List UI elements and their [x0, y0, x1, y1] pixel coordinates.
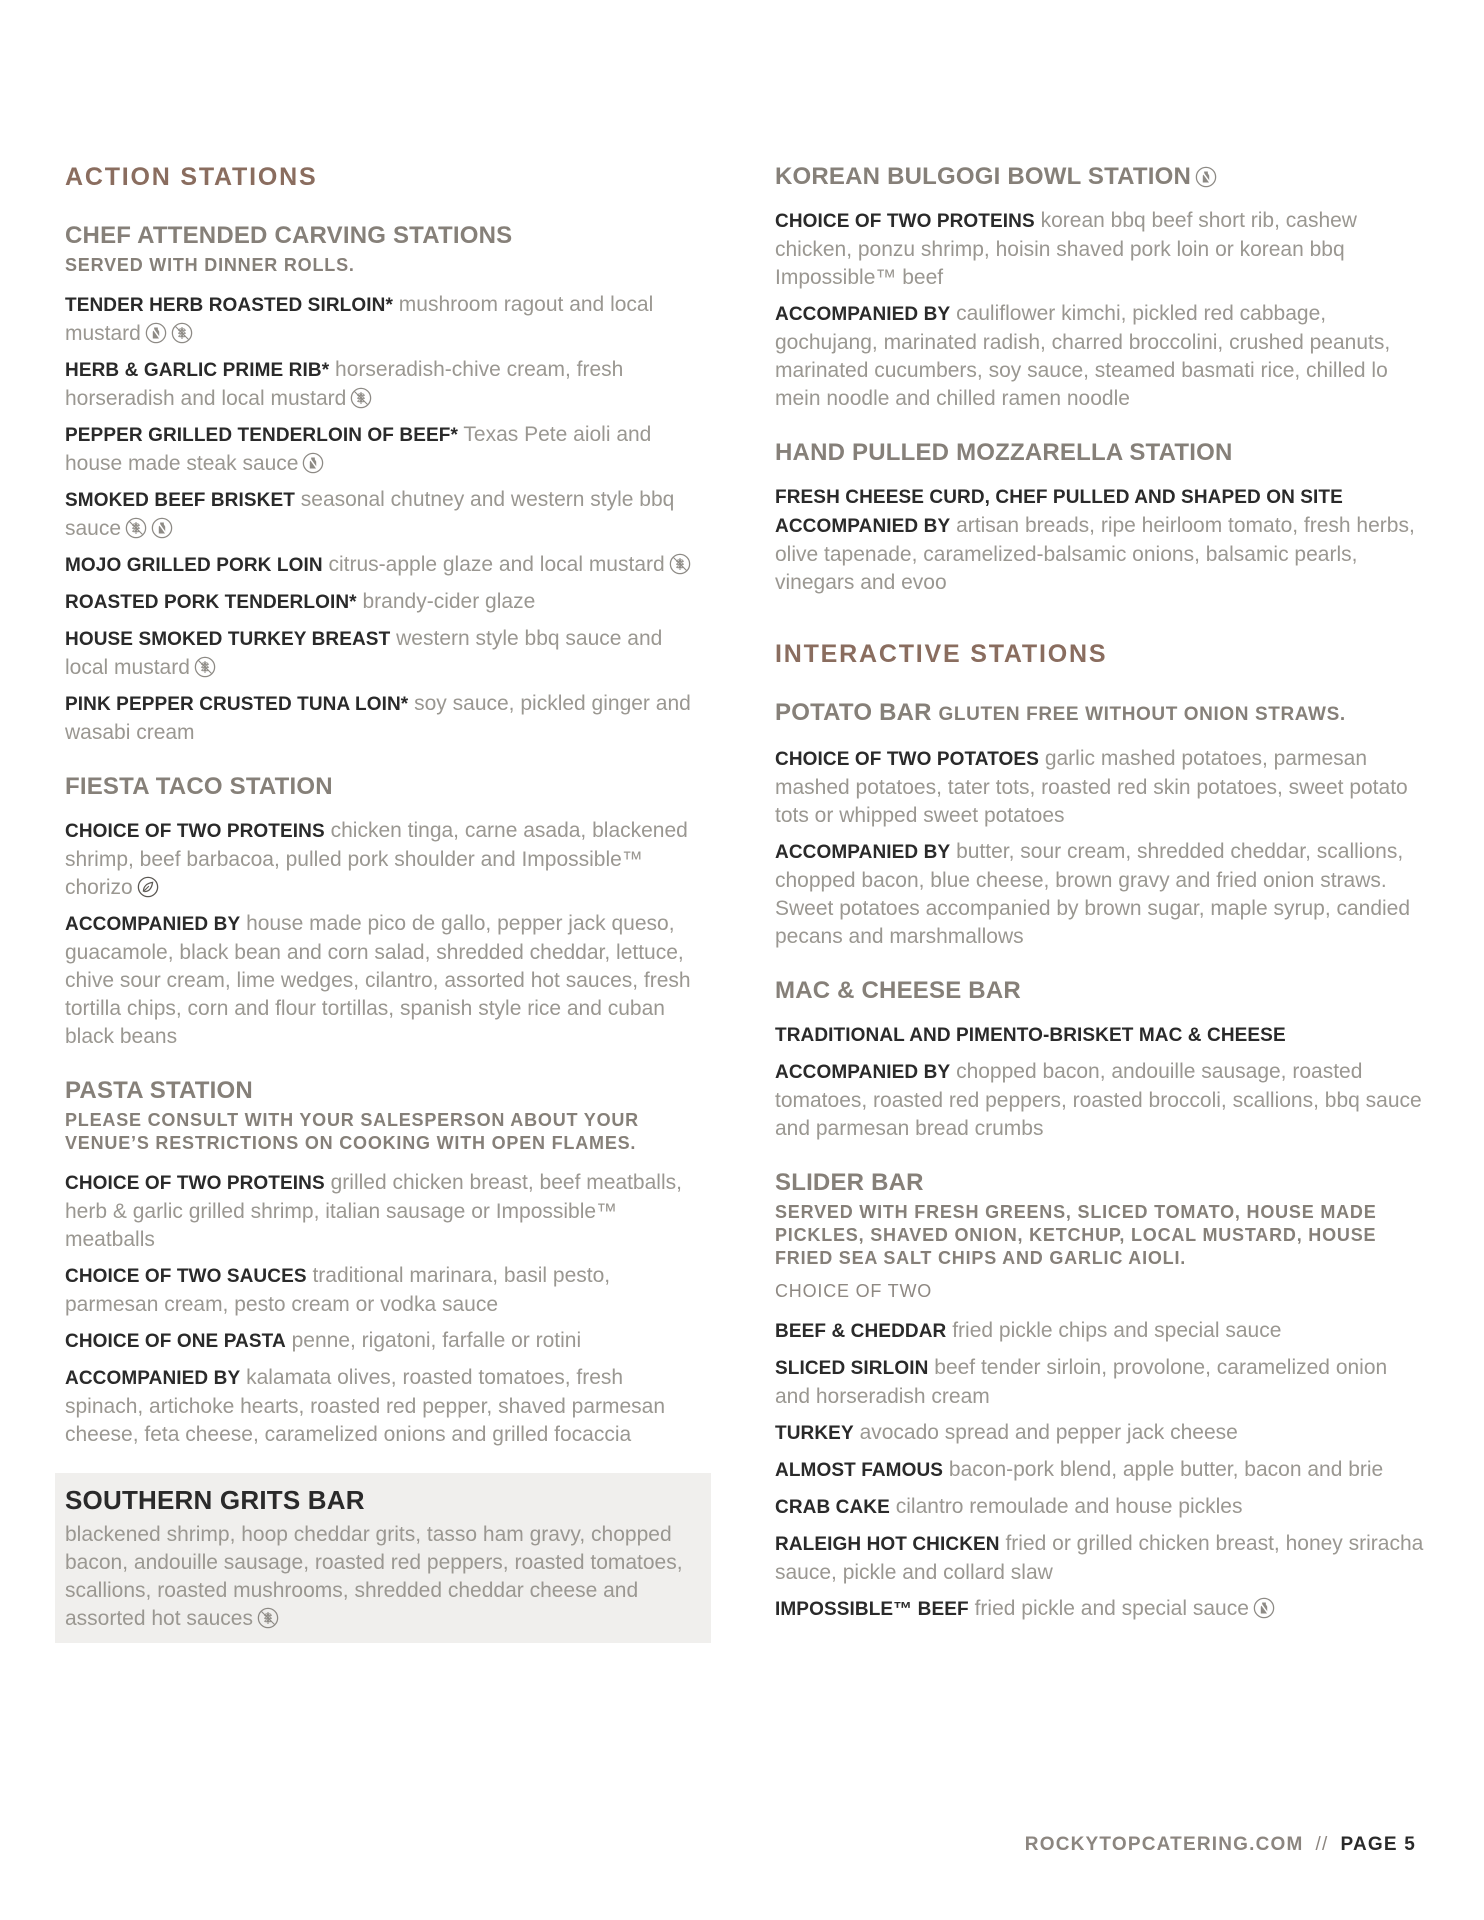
- pasta-station-title: PASTA STATION: [65, 1077, 253, 1104]
- menu-item-name: MOJO GRILLED PORK LOIN: [65, 555, 323, 576]
- grits-bar-icons: [253, 1607, 279, 1630]
- gluten-free-icon: [194, 656, 216, 678]
- menu-item-name: CHOICE OF TWO POTATOES: [775, 749, 1039, 770]
- menu-item: [775, 1317, 1425, 1346]
- potato-bar-title-text: POTATO BAR: [775, 699, 932, 726]
- menu-item-name: TURKEY: [775, 1423, 854, 1444]
- menu-item: [65, 1169, 705, 1254]
- dairy-free-icon: [151, 517, 173, 539]
- menu-item-description: soy sauce, pickled ginger and wasabi cream: [65, 692, 691, 744]
- taco-station: [65, 771, 705, 1051]
- menu-item: [65, 910, 705, 1051]
- menu-item: [65, 1364, 705, 1449]
- dairy-free-icon: [1253, 1597, 1275, 1619]
- menu-item: [65, 817, 705, 902]
- menu-item: [65, 421, 705, 478]
- menu-item: [65, 1327, 705, 1356]
- menu-item-name: PEPPER GRILLED TENDERLOIN OF BEEF*: [65, 425, 458, 446]
- menu-item-description: Texas Pete aioli and house made steak sauce: [65, 423, 652, 475]
- gluten-free-icon: [669, 553, 691, 575]
- menu-item: [775, 1419, 1425, 1448]
- menu-item-name: CHOICE OF TWO SAUCES: [65, 1266, 307, 1287]
- menu-item-name: HERB & GARLIC PRIME RIB*: [65, 360, 330, 381]
- bulgogi-title-icons: [1191, 163, 1217, 190]
- bulgogi-station-title: [775, 161, 1425, 193]
- menu-item: [775, 1493, 1425, 1522]
- menu-item: [65, 625, 705, 682]
- grits-bar-title: SOUTHERN GRITS BAR: [65, 1485, 365, 1515]
- menu-item-description: korean bbq beef short rib, cashew chicken, ponzu shrimp, hoisin shaved pork loin or korean bbq Impossible™ beef: [775, 209, 1357, 289]
- pasta-station: [65, 1075, 705, 1449]
- mozzarella-station: [775, 437, 1425, 597]
- menu-item-name: RALEIGH HOT CHICKEN: [775, 1534, 1000, 1555]
- menu-item-name: ROASTED PORK TENDERLOIN*: [65, 592, 357, 613]
- footer-website: ROCKYTOPCATERING.COM: [1024, 1834, 1304, 1855]
- slider-items: [775, 1317, 1425, 1624]
- potato-items: [775, 745, 1425, 951]
- menu-item-description: brandy-cider glaze: [362, 590, 536, 613]
- menu-item-description: mushroom ragout and local mustard: [65, 293, 654, 345]
- menu-item-name: ACCOMPANIED BY: [65, 914, 241, 935]
- dairy-free-icon: [1195, 166, 1217, 188]
- mac-lead: [775, 1021, 1425, 1050]
- mac-cheese-bar-title: MAC & CHEESE BAR: [775, 977, 1021, 1004]
- mac-items: [775, 1058, 1425, 1143]
- menu-item-name: HOUSE SMOKED TURKEY BREAST: [65, 629, 391, 650]
- menu-item-icons: [298, 452, 324, 475]
- gluten-free-icon: [350, 387, 372, 409]
- mac-body: [775, 1021, 1425, 1143]
- menu-item: [775, 1058, 1425, 1143]
- menu-item: [65, 690, 705, 747]
- carving-items: [65, 291, 705, 747]
- bulgogi-title-text: KOREAN BULGOGI BOWL STATION: [775, 163, 1192, 190]
- menu-item: [65, 356, 705, 413]
- menu-item-description: kalamata olives, roasted tomatoes, fresh spinach, artichoke hearts, roasted red pepper, shaved parmesan cheese, feta cheese, caramelized onions and grilled focaccia: [65, 1366, 666, 1446]
- slider-bar-choice: CHOICE OF TWO: [775, 1281, 933, 1301]
- menu-item: [775, 1456, 1425, 1485]
- left-column: [65, 160, 705, 1643]
- gluten-free-icon: [257, 1607, 279, 1629]
- menu-item-icons: [133, 876, 159, 899]
- menu-item: [65, 551, 705, 580]
- grits-bar-description: [65, 1521, 701, 1633]
- menu-item-name: CHOICE OF TWO PROTEINS: [65, 821, 325, 842]
- menu-item: [775, 745, 1425, 830]
- mozzarella-items: [775, 512, 1425, 597]
- mozzarella-station-title: HAND PULLED MOZZARELLA STATION: [775, 439, 1233, 466]
- potato-bar-title-note: GLUTEN FREE WITHOUT ONION STRAWS.: [938, 704, 1346, 725]
- menu-item-description: fried pickle chips and special sauce: [952, 1319, 1282, 1342]
- menu-item: [775, 300, 1425, 413]
- mozzarella-lead-text: FRESH CHEESE CURD, CHEF PULLED AND SHAPED ON SITE: [775, 487, 1343, 508]
- menu-item-description: fried pickle and special sauce: [974, 1597, 1249, 1620]
- menu-item-name: PINK PEPPER CRUSTED TUNA LOIN*: [65, 694, 409, 715]
- vegan-icon: [137, 876, 159, 898]
- menu-item-description: traditional marinara, basil pesto, parmesan cream, pesto cream or vodka sauce: [65, 1264, 611, 1316]
- menu-item-description: beef tender sirloin, provolone, caramelized onion and horseradish cream: [775, 1356, 1388, 1408]
- mac-lead-text: TRADITIONAL AND PIMENTO-BRISKET MAC & CHEESE: [775, 1025, 1286, 1046]
- menu-item-description: house made pico de gallo, pepper jack queso, guacamole, black bean and corn salad, shredded cheddar, lettuce, chive sour cream, lime wedges, cilantro, assorted hot sauces, fresh tortilla chips, corn and flour tortillas, spanish style rice and cuban black beans: [65, 912, 691, 1048]
- menu-item: [775, 512, 1425, 597]
- menu-item-name: CHOICE OF TWO PROTEINS: [65, 1173, 325, 1194]
- potato-bar: [775, 697, 1425, 951]
- menu-item-name: ACCOMPANIED BY: [775, 304, 951, 325]
- menu-item-description: chopped bacon, andouille sausage, roasted tomatoes, roasted red peppers, roasted broccoli, scallions, bbq sauce and parmesan bread crumbs: [775, 1060, 1422, 1140]
- carving-station-title: CHEF ATTENDED CARVING STATIONS: [65, 222, 513, 249]
- bulgogi-items: [775, 207, 1425, 413]
- southern-grits-bar: [55, 1473, 711, 1643]
- section-title-action-stations: ACTION STATIONS: [65, 163, 318, 191]
- menu-item: [775, 1595, 1425, 1624]
- menu-item-name: SMOKED BEEF BRISKET: [65, 490, 295, 511]
- menu-item: [65, 486, 705, 543]
- mac-cheese-bar: [775, 975, 1425, 1143]
- mozzarella-lead: [775, 483, 1425, 512]
- slider-bar-title: SLIDER BAR: [775, 1169, 924, 1196]
- right-column: [775, 161, 1425, 1648]
- footer-page-number: PAGE 5: [1340, 1834, 1416, 1855]
- taco-station-title: FIESTA TACO STATION: [65, 773, 333, 800]
- menu-item-name: TENDER HERB ROASTED SIRLOIN*: [65, 295, 393, 316]
- mozzarella-body: [775, 483, 1425, 597]
- menu-item: [65, 1262, 705, 1319]
- menu-item: [65, 291, 705, 348]
- gluten-free-icon: [171, 322, 193, 344]
- menu-item-description: cilantro remoulade and house pickles: [895, 1495, 1243, 1518]
- menu-item-description: horseradish-chive cream, fresh horseradish and local mustard: [65, 358, 624, 410]
- grits-bar-desc-text: blackened shrimp, hoop cheddar grits, tasso ham gravy, chopped bacon, andouille sausage, roasted red peppers, roasted tomatoes, scallions, roasted mushrooms, shredded cheddar cheese and assorted hot sauces: [65, 1523, 683, 1630]
- menu-item: [775, 1530, 1425, 1587]
- menu-item-description: avocado spread and pepper jack cheese: [859, 1421, 1238, 1444]
- menu-item-description: penne, rigatoni, farfalle or rotini: [291, 1329, 582, 1352]
- menu-item-description: citrus-apple glaze and local mustard: [328, 553, 665, 576]
- menu-item-name: ACCOMPANIED BY: [775, 842, 951, 863]
- menu-item-description: chicken tinga, carne asada, blackened shrimp, beef barbacoa, pulled pork shoulder and Impossible™ chorizo: [65, 819, 688, 899]
- menu-item-icons: [141, 322, 193, 345]
- menu-item-icons: [121, 517, 173, 540]
- menu-item: [775, 838, 1425, 951]
- menu-item-name: IMPOSSIBLE™ BEEF: [775, 1599, 969, 1620]
- section-title-interactive-stations: INTERACTIVE STATIONS: [775, 640, 1108, 668]
- menu-item-description: fried or grilled chicken breast, honey sriracha sauce, pickle and collard slaw: [775, 1532, 1424, 1584]
- menu-item: [775, 1354, 1425, 1411]
- taco-items: [65, 817, 705, 1051]
- menu-item-description: seasonal chutney and western style bbq sauce: [65, 488, 675, 540]
- menu-item-icons: [1249, 1597, 1275, 1620]
- menu-item-name: CHOICE OF TWO PROTEINS: [775, 211, 1035, 232]
- pasta-items: [65, 1169, 705, 1449]
- menu-item-description: western style bbq sauce and local mustard: [65, 627, 663, 679]
- menu-item-icons: [346, 387, 372, 410]
- footer-separator: //: [1315, 1834, 1329, 1855]
- menu-item-name: ACCOMPANIED BY: [775, 1062, 951, 1083]
- menu-item-name: ALMOST FAMOUS: [775, 1460, 944, 1481]
- menu-item-icons: [665, 553, 691, 576]
- menu-item-description: cauliflower kimchi, pickled red cabbage, gochujang, marinated radish, charred broccolini, crushed peanuts, marinated cucumbers, soy sauce, steamed basmati rice, chilled lo mein noodle and chilled ramen noodle: [775, 302, 1391, 410]
- menu-item: [775, 207, 1425, 292]
- carving-station: [65, 220, 705, 747]
- bulgogi-station: [775, 161, 1425, 413]
- menu-item-icons: [190, 656, 216, 679]
- menu-item-description: bacon-pork blend, apple butter, bacon and brie: [948, 1458, 1384, 1481]
- menu-item-name: ACCOMPANIED BY: [65, 1368, 241, 1389]
- menu-item-description: artisan breads, ripe heirloom tomato, fresh herbs, olive tapenade, caramelized-balsamic onions, balsamic pearls, vinegars and evoo: [775, 514, 1415, 594]
- menu-item-description: garlic mashed potatoes, parmesan mashed potatoes, tater tots, roasted red skin potatoes, sweet potato tots or whipped sweet potatoes: [775, 747, 1408, 827]
- menu-item: [65, 588, 705, 617]
- slider-bar-subtitle: SERVED WITH FRESH GREENS, SLICED TOMATO, HOUSE MADE PICKLES, SHAVED ONION, KETCHUP, LOCAL MUSTARD, HOUSE FRIED SEA SALT CHIPS AND GARLIC AIOLI.: [775, 1202, 1377, 1268]
- gluten-free-icon: [125, 517, 147, 539]
- menu-item-name: SLICED SIRLOIN: [775, 1358, 929, 1379]
- menu-item-description: butter, sour cream, shredded cheddar, scallions, chopped bacon, blue cheese, brown gravy and fried onion straws. Sweet potatoes accompanied by brown sugar, maple syrup, candied pecans and marshmallows: [775, 840, 1411, 948]
- dairy-free-icon: [302, 452, 324, 474]
- page-footer: [1025, 1834, 1416, 1856]
- carving-station-subtitle: SERVED WITH DINNER ROLLS.: [65, 255, 355, 275]
- pasta-station-subtitle: PLEASE CONSULT WITH YOUR SALESPERSON ABOUT YOUR VENUE’S RESTRICTIONS ON COOKING WITH OPEN FLAMES.: [65, 1110, 639, 1153]
- menu-item-description: grilled chicken breast, beef meatballs, herb & garlic grilled shrimp, italian sausage or Impossible™ meatballs: [65, 1171, 682, 1251]
- menu-item-name: BEEF & CHEDDAR: [775, 1321, 947, 1342]
- potato-bar-title: [775, 697, 1425, 731]
- menu-item-name: ACCOMPANIED BY: [775, 516, 951, 537]
- menu-item-name: CRAB CAKE: [775, 1497, 890, 1518]
- slider-bar: [775, 1167, 1425, 1624]
- menu-item-name: CHOICE OF ONE PASTA: [65, 1331, 286, 1352]
- dairy-free-icon: [145, 322, 167, 344]
